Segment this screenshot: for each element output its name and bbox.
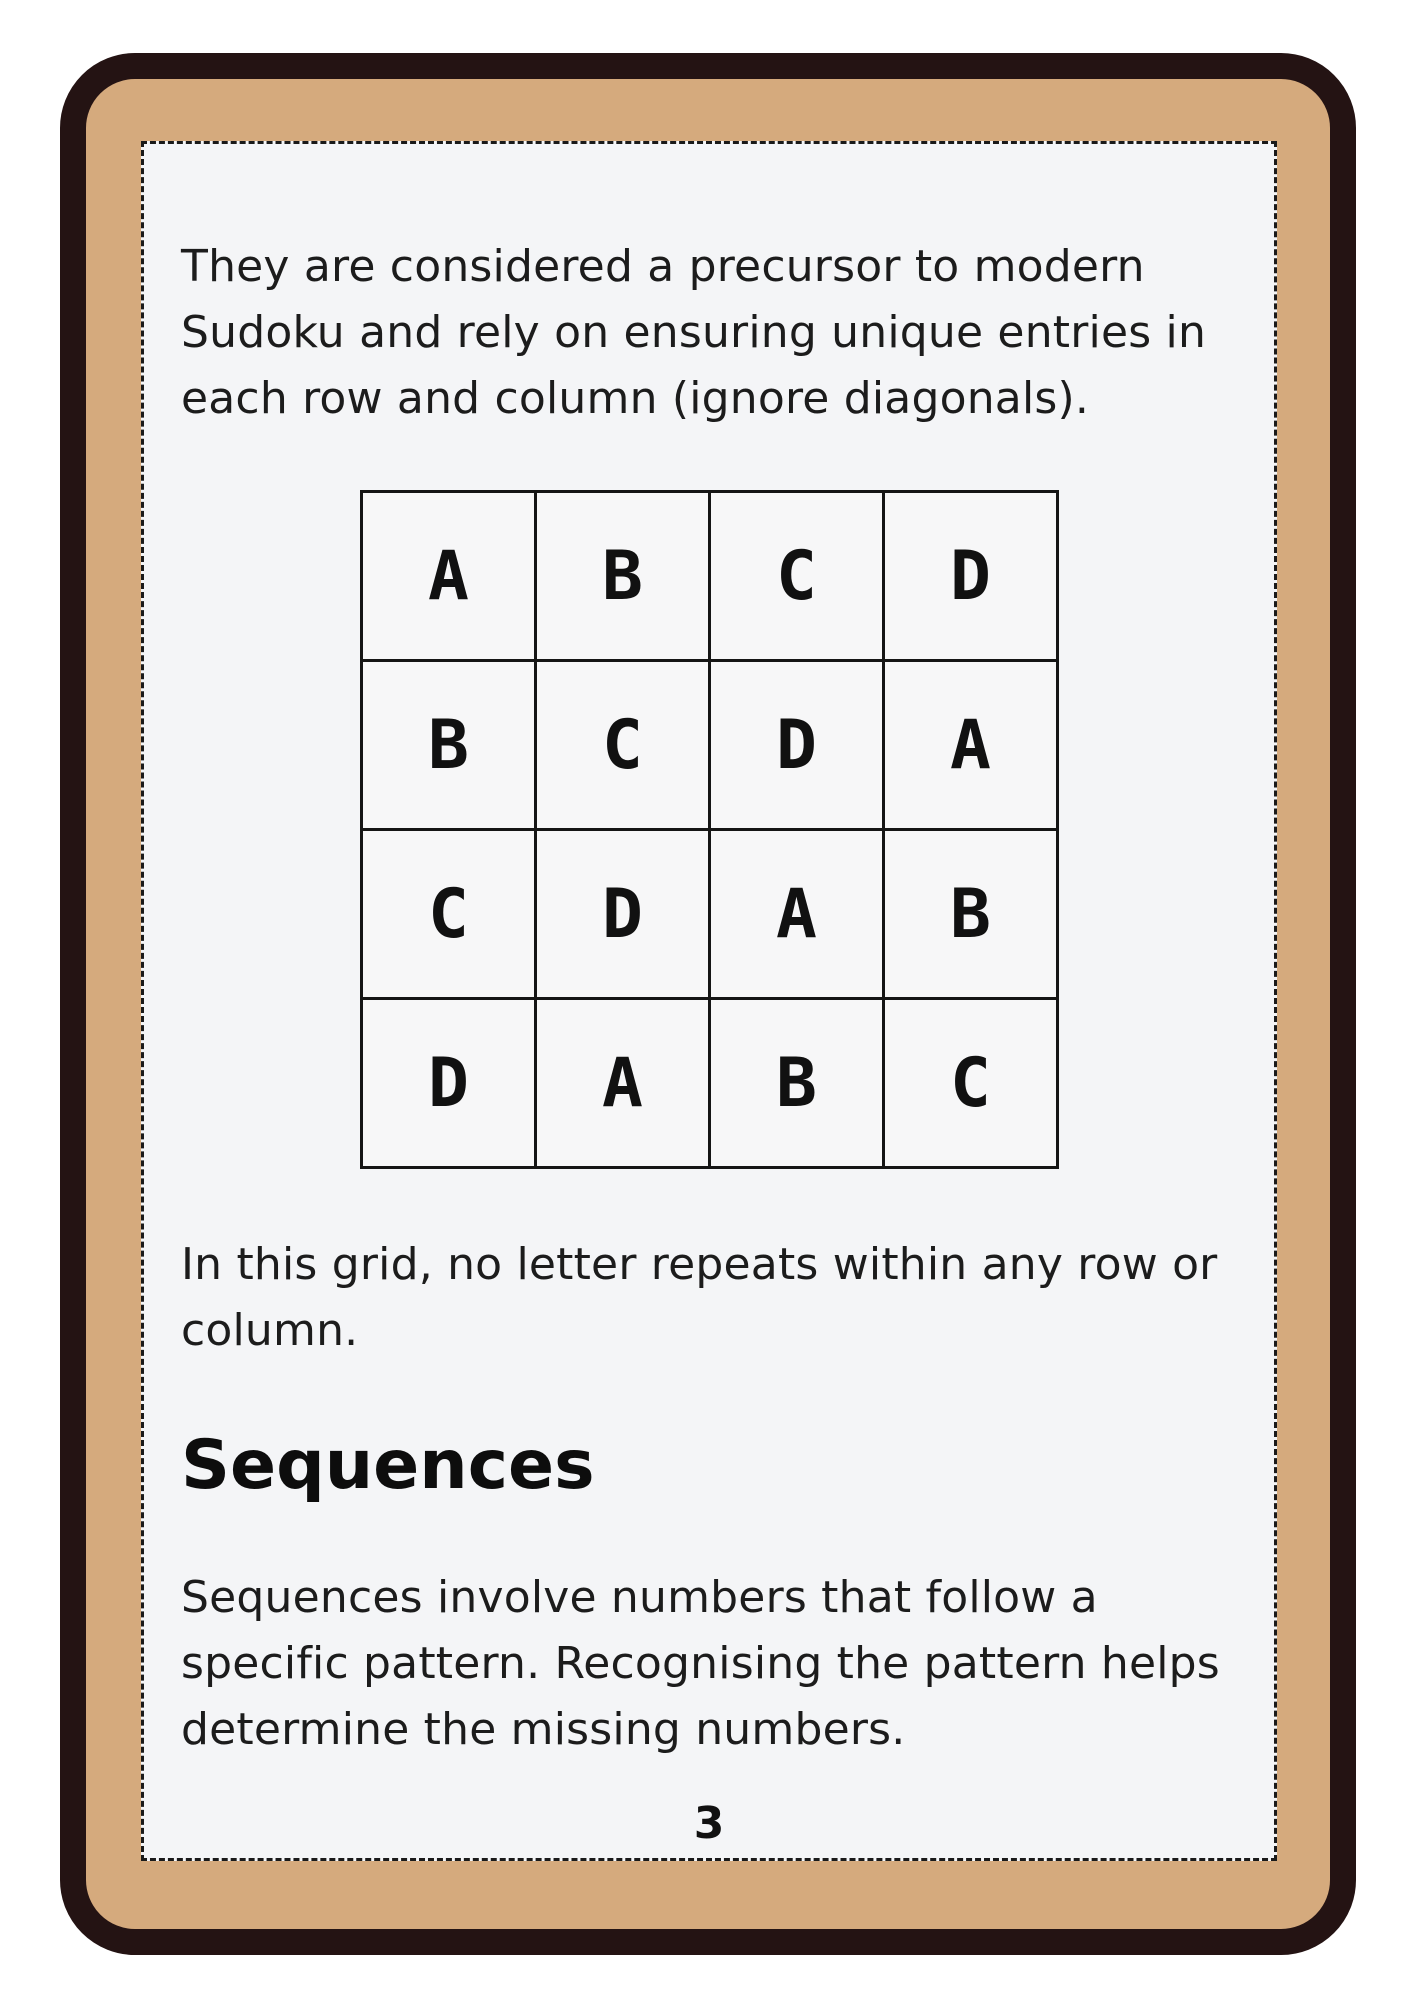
grid-row (362, 830, 1058, 999)
grid-cell: C (884, 999, 1058, 1168)
latin-square-grid (360, 490, 1059, 1169)
grid-row (362, 661, 1058, 830)
grid-cell: A (362, 492, 536, 661)
grid-row (362, 999, 1058, 1168)
page-content (141, 141, 1277, 1861)
section-heading: Sequences (181, 1426, 595, 1505)
grid-cell: A (710, 830, 884, 999)
grid-cell: C (536, 661, 710, 830)
page-number: 3 (693, 1798, 725, 1849)
grid-cell: D (884, 492, 1058, 661)
grid-cell: C (362, 830, 536, 999)
grid-cell: B (710, 999, 884, 1168)
grid-cell: A (884, 661, 1058, 830)
grid-cell: D (536, 830, 710, 999)
grid-cell: D (710, 661, 884, 830)
section-paragraph: Sequences involve numbers that follow a specific pattern. Recognising the pattern helps determine the missing numbers. (181, 1572, 1220, 1755)
grid-cell: B (362, 661, 536, 830)
intro-paragraph: They are considered a precursor to modern Sudoku and rely on ensuring unique entries in each row and column (ignore diagonals). (181, 241, 1207, 424)
grid-caption: In this grid, no letter repeats within any row or column. (181, 1239, 1218, 1356)
grid-cell: B (884, 830, 1058, 999)
grid-cell: A (536, 999, 710, 1168)
grid-cell: C (710, 492, 884, 661)
grid-row (362, 492, 1058, 661)
grid-cell: B (536, 492, 710, 661)
grid-cell: D (362, 999, 536, 1168)
